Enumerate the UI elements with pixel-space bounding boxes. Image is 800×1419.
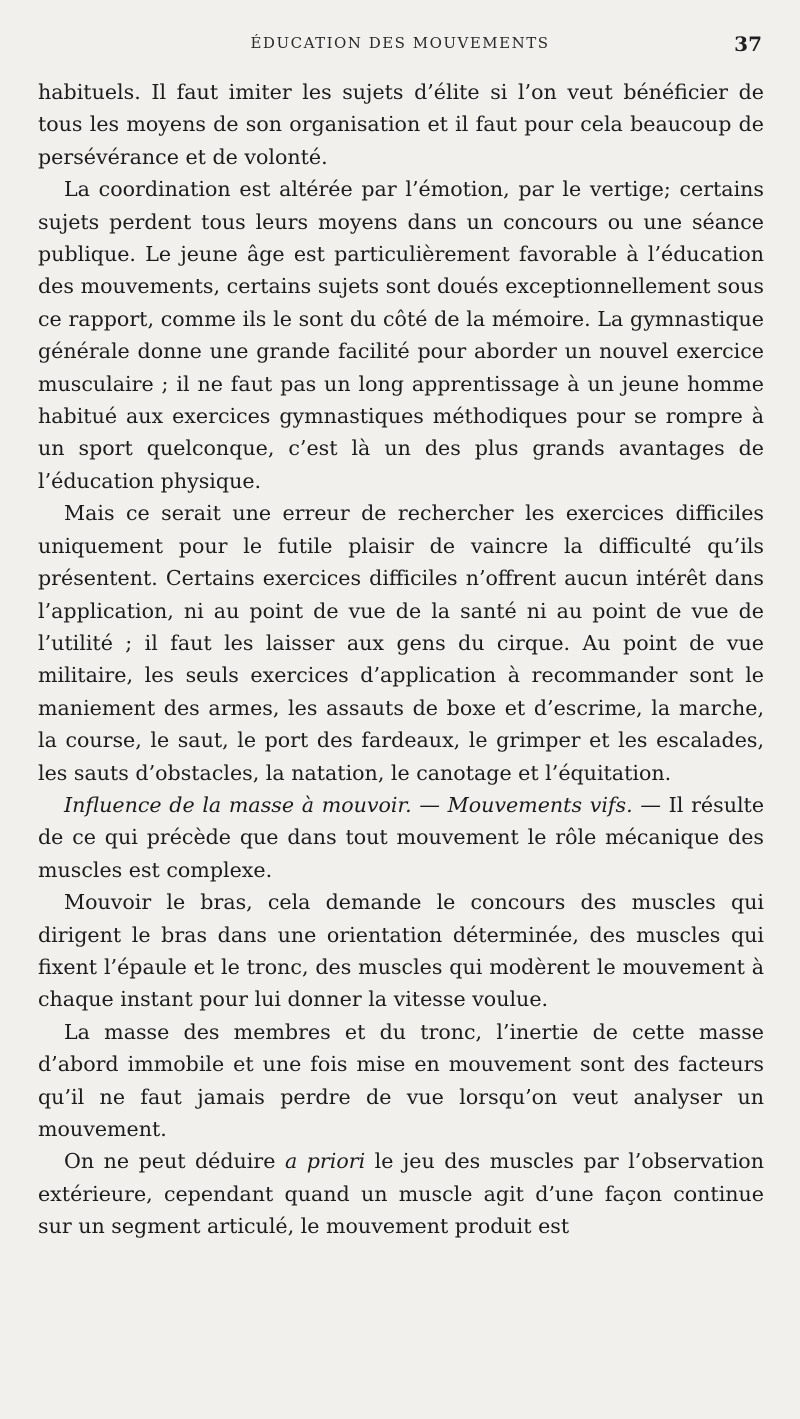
paragraph-7-start: On ne peut déduire — [64, 1149, 285, 1174]
section-heading-text: Il résulte de ce qui précède que dans tout mouvement le rôle mécanique des muscles est complexe. — [38, 792, 765, 882]
a-priori-italic: a priori — [284, 1149, 366, 1174]
paragraph-7 — [38, 1145, 764, 1242]
body-text — [38, 76, 764, 1243]
paragraph-2: La coordination est altérée par l’émotion, par le vertige; certains sujets perdent tous leurs moyens dans un concours ou une séance publique. Le jeune âge est particulièrement favorable à l’éducation des mouvements, certains sujets sont doués exceptionnellement sous ce rapport, comme ils le sont du côté de la mémoire. La gymnastique générale donne une grande facilité pour aborder un nouvel exercice musculaire ; il ne faut pas un long apprentissage à un jeune homme habitué aux exercices gymnastiques méthodiques pour se rompre à un sport quelconque, c’est là un des plus grands avantages de l’éducation physique. — [38, 177, 764, 493]
page-number: 37 — [734, 32, 762, 56]
running-head — [38, 34, 762, 60]
section-heading: Influence de la masse à mouvoir. — Mouvements vifs. — — [64, 792, 661, 817]
paragraph-7-end: le jeu des muscles par l’observation extérieure, cependant quand un muscle agit d’une façon continue sur un segment articulé, le mouvement produit est — [38, 1149, 764, 1239]
paragraph-1: habituels. Il faut imiter les sujets d’élite si l’on veut bénéficier de tous les moyens de son organisation et il faut pour cela beaucoup de persévérance et de volonté. — [38, 80, 764, 169]
paragraph-6: La masse des membres et du tronc, l’inertie de cette masse d’abord immobile et une fois mise en mouvement sont des facteurs qu’il ne faut jamais perdre de vue lorsqu’on veut analyser un mouvement. — [38, 1019, 764, 1141]
running-title: ÉDUCATION DES MOUVEMENTS — [250, 34, 550, 52]
paragraph-3: Mais ce serait une erreur de rechercher les exercices difficiles uniquement pour le futile plaisir de vaincre la difficulté qu’ils présentent. Certains exercices difficiles n’offrent aucun intérêt dans l’application, ni au point de vue de la santé ni au point de vue de l’utilité ; il faut les laisser aux gens du cirque. Au point de vue militaire, les seuls exercices d’application à recommander sont le maniement des armes, les assauts de boxe et d’escrime, la marche, la course, le saut, le port des fardeaux, le grimper et les escalades, les sauts d’obstacles, la natation, le canotage et l’équitation. — [38, 501, 764, 785]
paragraph-5: Mouvoir le bras, cela demande le concours des muscles qui dirigent le bras dans une orientation déterminée, des muscles qui fixent l’épaule et le tronc, des muscles qui modèrent le mouvement à chaque instant pour lui donner la vitesse voulue. — [38, 890, 764, 1012]
section-heading-paragraph — [38, 789, 764, 886]
